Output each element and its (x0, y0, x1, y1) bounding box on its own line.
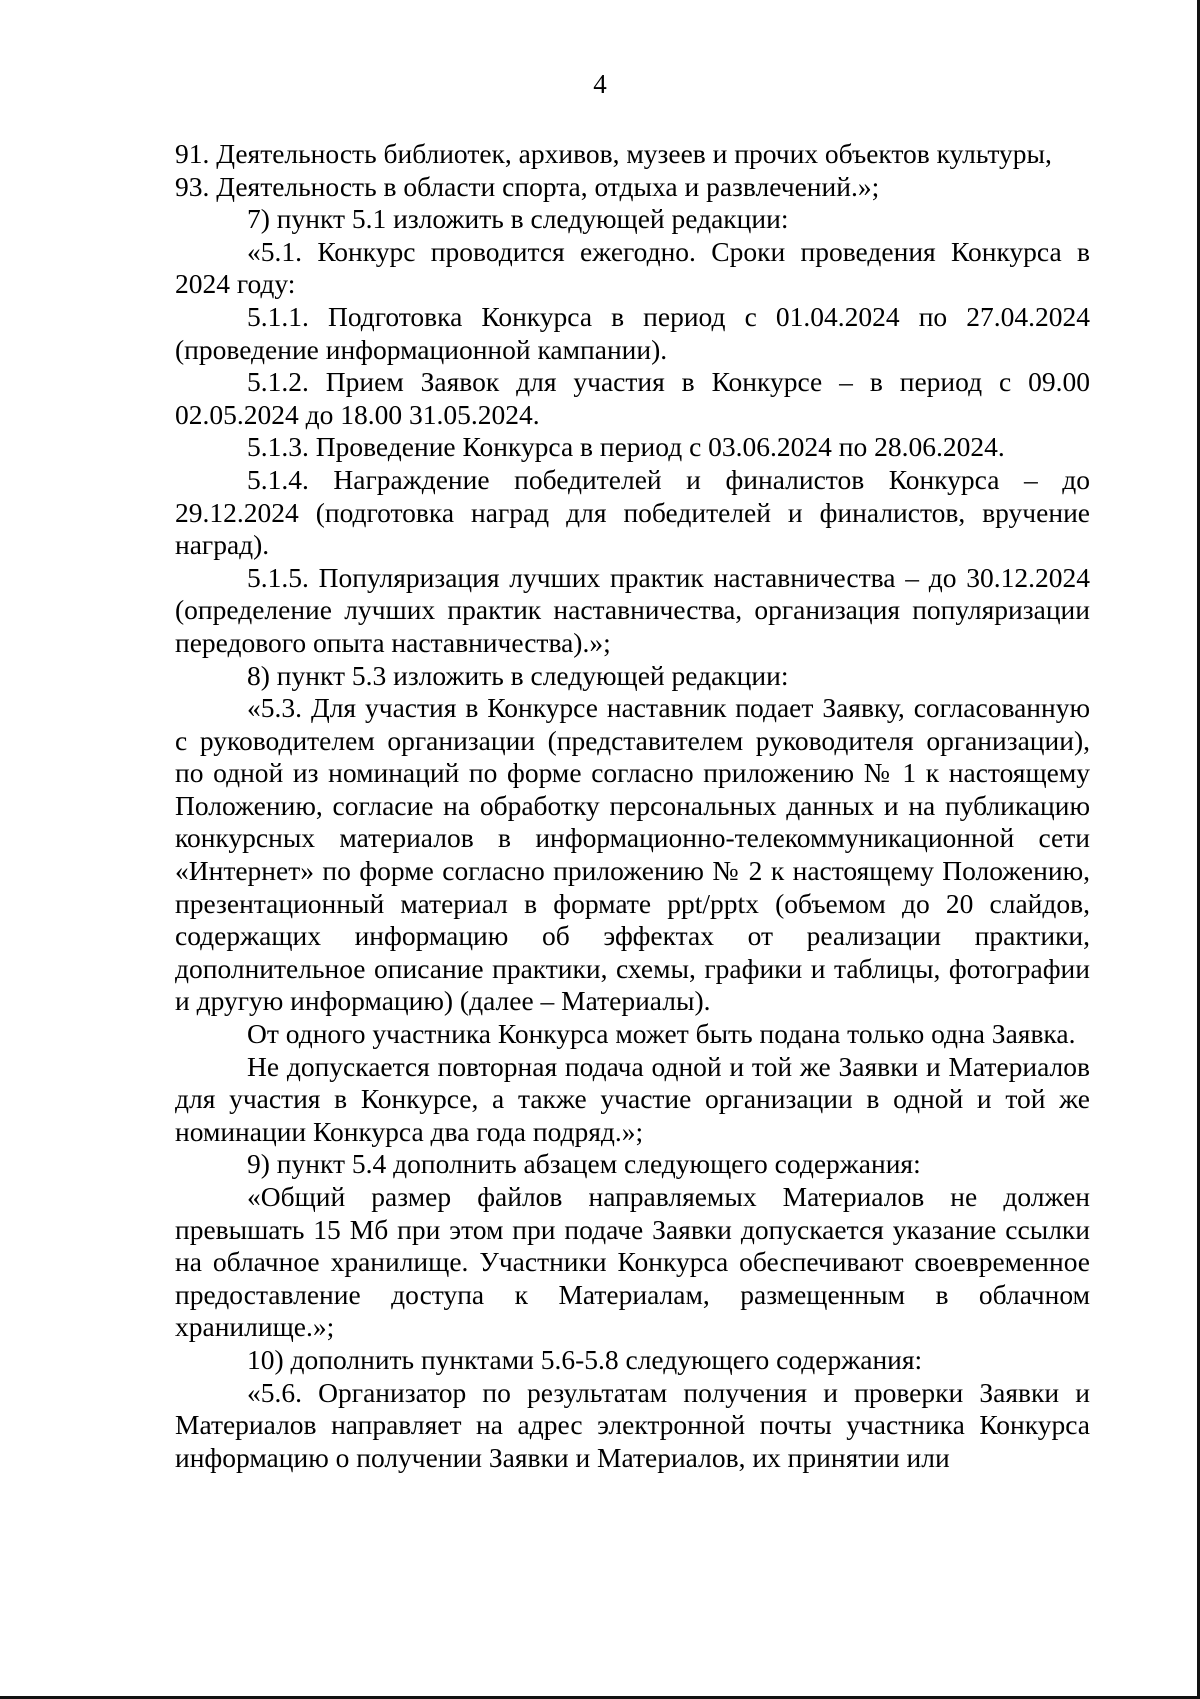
paragraph: 8) пункт 5.3 изложить в следующей редакции: (247, 659, 789, 691)
paragraph: От одного участника Конкурса может быть подана только одна Заявка. (247, 1018, 1076, 1050)
paragraph: 9) пункт 5.4 дополнить абзацем следующего содержания: (247, 1148, 921, 1180)
paragraph: 5.1.1. Подготовка Конкурса в период с 01.04.2024 по 27.04.2024 (проведение информационной кампании). (175, 300, 1090, 365)
paragraph: 10) дополнить пунктами 5.6-5.8 следующего содержания: (247, 1343, 923, 1375)
paragraph: 7) пункт 5.1 изложить в следующей редакции: (247, 203, 789, 235)
paragraph: 93. Деятельность в области спорта, отдыха и развлечений.»; (175, 170, 880, 202)
page-number: 4 (593, 69, 607, 99)
paragraph: 5.1.4. Награждение победителей и финалистов Конкурса – до 29.12.2024 (подготовка наград для победителей и финалистов, вручение наград). (175, 463, 1090, 561)
document-body (175, 138, 1090, 1474)
paragraph: «Общий размер файлов направляемых Материалов не должен превышать 15 Мб при этом при подаче Заявки допускается указание ссылки на облачное хранилище. Участники Конкурса обеспечивают своевременное предоставление доступа к Материалам, размещенным в облачном хранилище.»; (175, 1181, 1090, 1343)
paragraph: 5.1.5. Популяризация лучших практик наставничества – до 30.12.2024 (определение лучших практик наставничества, организация популяризации передового опыта наставничества).»; (175, 561, 1090, 658)
paragraph: 5.1.3. Проведение Конкурса в период с 03.06.2024 по 28.06.2024. (247, 431, 1005, 463)
paragraph: 91. Деятельность библиотек, архивов, музеев и прочих объектов культуры, (175, 138, 1052, 169)
paragraph: «5.1. Конкурс проводится ежегодно. Сроки проведения Конкурса в 2024 году: (175, 235, 1090, 300)
paragraph: 5.1.2. Прием Заявок для участия в Конкурсе – в период с 09.00 02.05.2024 до 18.00 31.05.2024. (175, 366, 1090, 430)
paragraph: «5.3. Для участия в Конкурсе наставник подает Заявку, согласованную с руководителем организации (представителем руководителя организации), по одной из номинаций по форме согласно приложению № 1 к настоящему Положению, согласие на обработку персональных данных и на публикацию конкурсных материалов в информационно-телекоммуникационной сети «Интернет» по форме согласно приложению № 2 к настоящему Положению, презентационный материал в формате ppt/pptx (объемом до 20 слайдов, содержащих информацию об эффектах от реализации практики, дополнительное описание практики, схемы, графики и таблицы, фотографии и другую информацию) (далее – Материалы). (175, 692, 1090, 1017)
paragraph: «5.6. Организатор по результатам получения и проверки Заявки и Материалов направляет на адрес электронной почты участника Конкурса информацию о получении Заявки и Материалов, их принятии или (175, 1376, 1090, 1473)
paragraph: Не допускается повторная подача одной и той же Заявки и Материалов для участия в Конкурсе, а также участие организации в одной и той же номинации Конкурса два года подряд.»; (175, 1050, 1090, 1147)
